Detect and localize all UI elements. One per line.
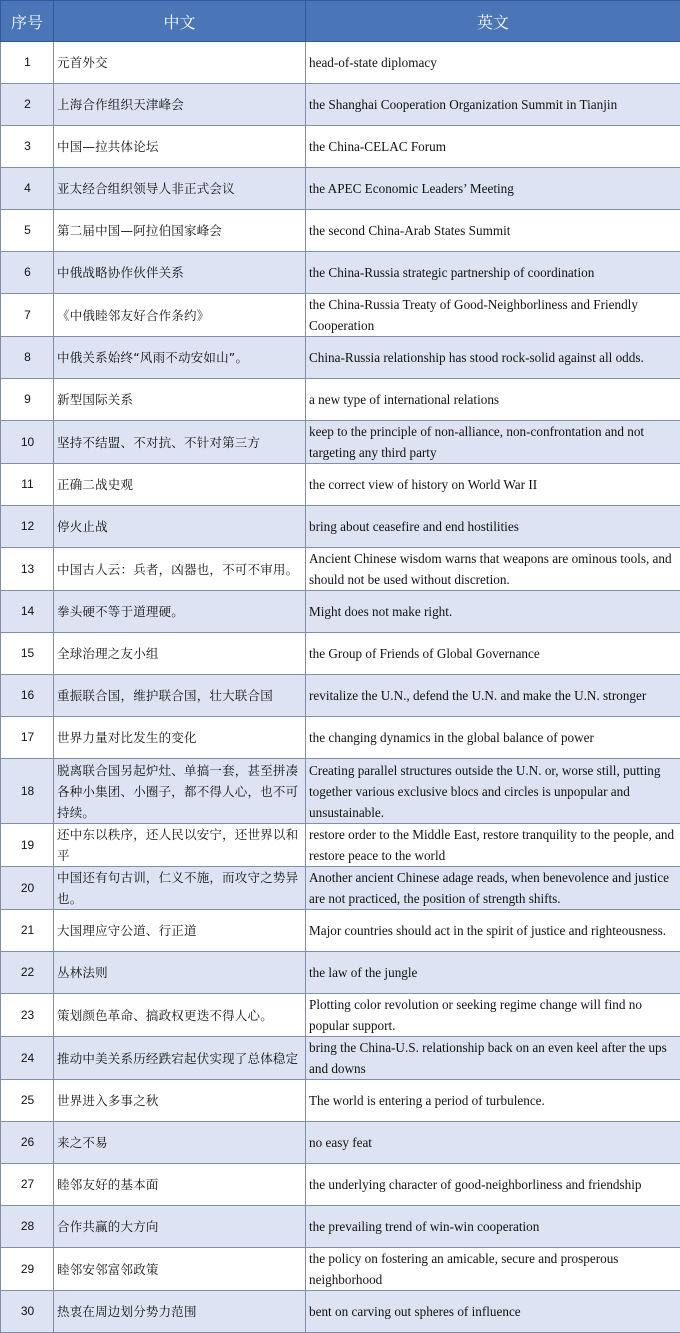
term-chinese: 大国理应守公道、行正道 <box>54 910 306 952</box>
term-english: the changing dynamics in the global balance of power <box>306 717 680 759</box>
term-number: 3 <box>1 126 54 168</box>
table-row <box>1 379 680 421</box>
term-english: the prevailing trend of win-win cooperation <box>306 1206 680 1248</box>
table-row <box>1 210 680 252</box>
term-chinese: 脱离联合国另起炉灶、单搞一套，甚至拼凑各种小集团、小圈子，都不得人心，也不可持续。 <box>54 759 306 824</box>
term-chinese: 中国古人云：兵者，凶器也，不可不审用。 <box>54 548 306 591</box>
table-row <box>1 1037 680 1080</box>
table-row <box>1 1122 680 1164</box>
term-chinese: 睦邻友好的基本面 <box>54 1164 306 1206</box>
table-row <box>1 84 680 126</box>
table-row <box>1 1080 680 1122</box>
term-number: 5 <box>1 210 54 252</box>
table-row <box>1 675 680 717</box>
term-number: 14 <box>1 591 54 633</box>
term-number: 23 <box>1 994 54 1037</box>
term-english: the underlying character of good-neighborliness and friendship <box>306 1164 680 1206</box>
column-header-number: 序号 <box>1 1 54 42</box>
column-header-english: 英文 <box>306 1 680 42</box>
term-number: 29 <box>1 1248 54 1291</box>
table-row <box>1 717 680 759</box>
term-english: the law of the jungle <box>306 952 680 994</box>
term-english: no easy feat <box>306 1122 680 1164</box>
term-chinese: 策划颜色革命、搞政权更迭不得人心。 <box>54 994 306 1037</box>
term-number: 17 <box>1 717 54 759</box>
term-english: bring about ceasefire and end hostilities <box>306 506 680 548</box>
term-english: the China-Russia Treaty of Good-Neighborliness and Friendly Cooperation <box>306 294 680 337</box>
term-chinese: 拳头硬不等于道理硬。 <box>54 591 306 633</box>
term-chinese: 全球治理之友小组 <box>54 633 306 675</box>
term-chinese: 中俄关系始终“风雨不动安如山”。 <box>54 337 306 379</box>
term-number: 7 <box>1 294 54 337</box>
term-chinese: 合作共赢的大方向 <box>54 1206 306 1248</box>
term-chinese: 中国—拉共体论坛 <box>54 126 306 168</box>
term-chinese: 第二届中国—阿拉伯国家峰会 <box>54 210 306 252</box>
term-number: 8 <box>1 337 54 379</box>
term-chinese: 世界进入多事之秋 <box>54 1080 306 1122</box>
term-english: Ancient Chinese wisdom warns that weapons are ominous tools, and should not be used without discretion. <box>306 548 680 591</box>
table-row <box>1 824 680 867</box>
term-english: The world is entering a period of turbulence. <box>306 1080 680 1122</box>
table-row <box>1 759 680 824</box>
term-chinese: 睦邻安邻富邻政策 <box>54 1248 306 1291</box>
table-row <box>1 1164 680 1206</box>
term-english: Might does not make right. <box>306 591 680 633</box>
term-english: head-of-state diplomacy <box>306 42 680 84</box>
term-english: Another ancient Chinese adage reads, when benevolence and justice are not practiced, the position of strength shifts. <box>306 867 680 910</box>
term-number: 4 <box>1 168 54 210</box>
term-english: bring the China-U.S. relationship back on an even keel after the ups and downs <box>306 1037 680 1080</box>
table-row <box>1 1248 680 1291</box>
term-chinese: 《中俄睦邻友好合作条约》 <box>54 294 306 337</box>
term-english: Major countries should act in the spirit of justice and righteousness. <box>306 910 680 952</box>
term-english: restore order to the Middle East, restore tranquility to the people, and restore peace to the world <box>306 824 680 867</box>
term-english: the China-CELAC Forum <box>306 126 680 168</box>
term-chinese: 坚持不结盟、不对抗、不针对第三方 <box>54 421 306 464</box>
term-english: the Group of Friends of Global Governance <box>306 633 680 675</box>
table-row <box>1 464 680 506</box>
table-row <box>1 867 680 910</box>
term-number: 10 <box>1 421 54 464</box>
term-number: 19 <box>1 824 54 867</box>
term-number: 11 <box>1 464 54 506</box>
term-number: 6 <box>1 252 54 294</box>
term-english: China-Russia relationship has stood rock-solid against all odds. <box>306 337 680 379</box>
table-row <box>1 1206 680 1248</box>
term-number: 13 <box>1 548 54 591</box>
term-number: 9 <box>1 379 54 421</box>
table-row <box>1 252 680 294</box>
term-english: the correct view of history on World War II <box>306 464 680 506</box>
term-number: 12 <box>1 506 54 548</box>
table-row <box>1 548 680 591</box>
term-chinese: 世界力量对比发生的变化 <box>54 717 306 759</box>
column-header-chinese: 中文 <box>54 1 306 42</box>
table-header-row <box>1 1 680 42</box>
term-english: the policy on fostering an amicable, secure and prosperous neighborhood <box>306 1248 680 1291</box>
term-number: 2 <box>1 84 54 126</box>
term-number: 15 <box>1 633 54 675</box>
term-english: Creating parallel structures outside the U.N. or, worse still, putting together various exclusive blocs and circles is unpopular and unsustainable. <box>306 759 680 824</box>
term-chinese: 重振联合国，维护联合国，壮大联合国 <box>54 675 306 717</box>
term-chinese: 停火止战 <box>54 506 306 548</box>
table-row <box>1 506 680 548</box>
term-chinese: 元首外交 <box>54 42 306 84</box>
term-number: 25 <box>1 1080 54 1122</box>
term-number: 27 <box>1 1164 54 1206</box>
term-number: 1 <box>1 42 54 84</box>
term-chinese: 丛林法则 <box>54 952 306 994</box>
term-number: 16 <box>1 675 54 717</box>
term-english: the Shanghai Cooperation Organization Summit in Tianjin <box>306 84 680 126</box>
table-row <box>1 42 680 84</box>
term-chinese: 新型国际关系 <box>54 379 306 421</box>
term-chinese: 推动中美关系历经跌宕起伏实现了总体稳定 <box>54 1037 306 1080</box>
term-number: 26 <box>1 1122 54 1164</box>
table-row <box>1 633 680 675</box>
term-chinese: 正确二战史观 <box>54 464 306 506</box>
term-english: the APEC Economic Leaders’ Meeting <box>306 168 680 210</box>
table-row <box>1 168 680 210</box>
table-row <box>1 337 680 379</box>
table-row <box>1 591 680 633</box>
table-row <box>1 421 680 464</box>
table-row <box>1 910 680 952</box>
term-english: the China-Russia strategic partnership of coordination <box>306 252 680 294</box>
term-chinese: 来之不易 <box>54 1122 306 1164</box>
term-chinese: 亚太经合组织领导人非正式会议 <box>54 168 306 210</box>
term-english: a new type of international relations <box>306 379 680 421</box>
table-row <box>1 952 680 994</box>
term-chinese: 中俄战略协作伙伴关系 <box>54 252 306 294</box>
term-chinese: 上海合作组织天津峰会 <box>54 84 306 126</box>
table-row <box>1 994 680 1037</box>
term-chinese: 中国还有句古训，仁义不施，而攻守之势异也。 <box>54 867 306 910</box>
term-english: revitalize the U.N., defend the U.N. and make the U.N. stronger <box>306 675 680 717</box>
term-chinese: 热衷在周边划分势力范围 <box>54 1291 306 1333</box>
term-number: 20 <box>1 867 54 910</box>
table-row <box>1 1291 680 1333</box>
term-number: 18 <box>1 759 54 824</box>
term-number: 30 <box>1 1291 54 1333</box>
table-row <box>1 294 680 337</box>
term-number: 24 <box>1 1037 54 1080</box>
term-english: keep to the principle of non-alliance, non-confrontation and not targeting any third party <box>306 421 680 464</box>
term-english: bent on carving out spheres of influence <box>306 1291 680 1333</box>
table-row <box>1 126 680 168</box>
term-english: Plotting color revolution or seeking regime change will find no popular support. <box>306 994 680 1037</box>
term-number: 28 <box>1 1206 54 1248</box>
term-number: 21 <box>1 910 54 952</box>
term-number: 22 <box>1 952 54 994</box>
term-english: the second China-Arab States Summit <box>306 210 680 252</box>
term-chinese: 还中东以秩序，还人民以安宁，还世界以和平 <box>54 824 306 867</box>
table-body <box>1 42 680 1333</box>
